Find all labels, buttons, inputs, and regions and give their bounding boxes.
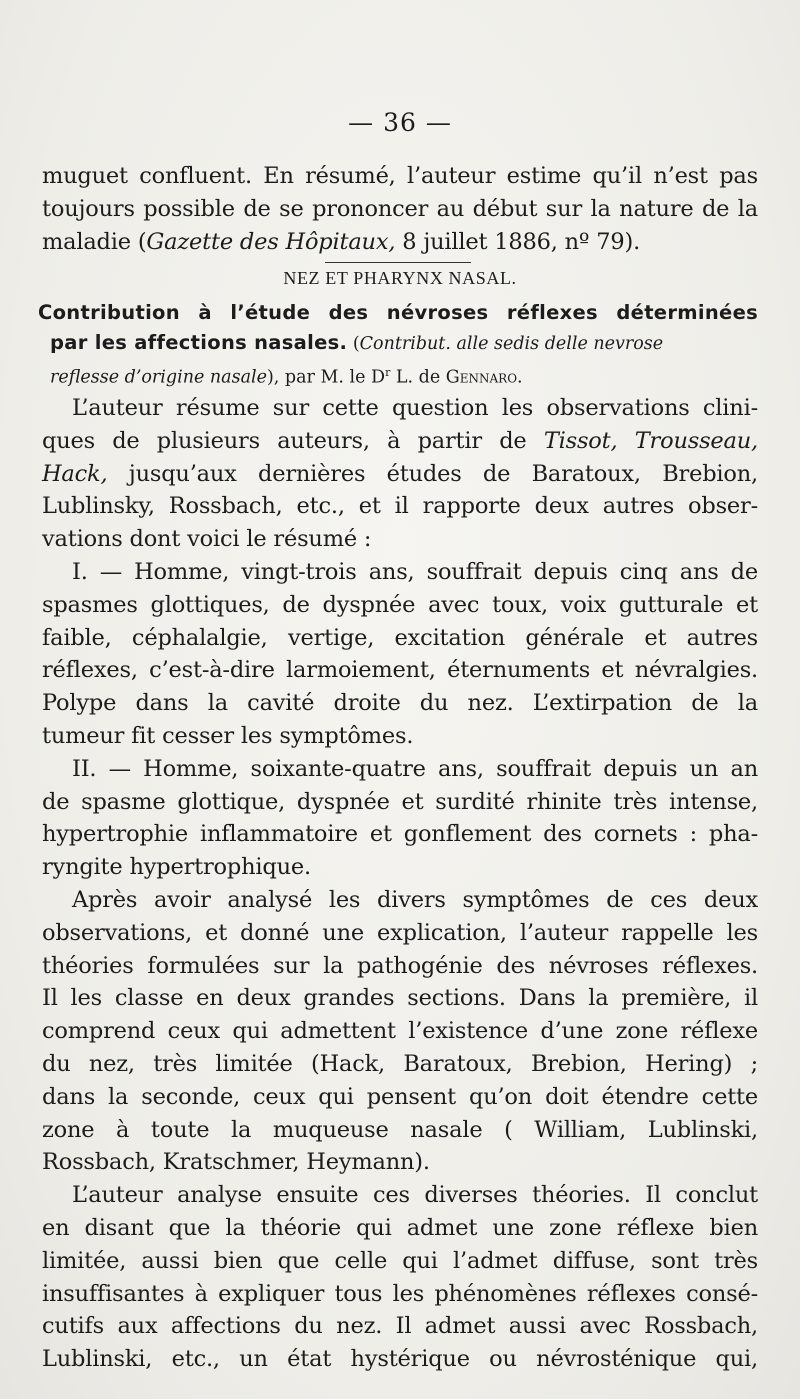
text-line: hypertrophie inflammatoire et gonflement des cornets : pha- bbox=[42, 821, 758, 848]
text-line: en disant que la théorie qui admet une zone réflexe bien bbox=[42, 1214, 758, 1241]
text-line: Polype dans la cavité droite du nez. L’extirpation de la bbox=[42, 690, 758, 717]
text-line: I. — Homme, vingt-trois ans, souffrait depuis cinq ans de bbox=[72, 559, 758, 585]
citation-journal: Gazette des Hôpitaux, bbox=[146, 228, 396, 255]
text-line: ryngite hypertrophique. bbox=[42, 854, 311, 881]
author-name: Gennaro. bbox=[445, 367, 523, 388]
section-divider bbox=[325, 262, 471, 263]
text-line: cutifs aux affections du nez. Il admet aussi avec Rossbach, bbox=[42, 1313, 758, 1340]
article-heading bbox=[38, 298, 758, 388]
page-number: — 36 — bbox=[348, 108, 452, 137]
section-title: NEZ ET PHARYNX NASAL. bbox=[283, 268, 517, 288]
body-text bbox=[42, 556, 758, 1376]
text-line: L’auteur analyse ensuite ces diverses théories. Il conclut bbox=[72, 1182, 758, 1209]
text-line: limitée, aussi bien que celle qui l’admet diffuse, sont très bbox=[42, 1247, 758, 1274]
text-line: Après avoir analysé les divers symptômes de ces deux bbox=[72, 886, 758, 913]
text-line: tumeur fit cesser les symptômes. bbox=[42, 722, 414, 749]
text-line: comprend ceux qui admettent l’existence d’une zone réflexe bbox=[42, 1018, 758, 1045]
text-line: théories formulées sur la pathogénie des névroses réflexes. bbox=[42, 952, 758, 979]
text-line: vations dont voici le résumé : bbox=[42, 526, 372, 553]
text-line: dans la seconde, ceux qui pensent qu’on doit étendre cette bbox=[42, 1083, 758, 1110]
text-line: observations, et donné une explication, l’auteur rappelle les bbox=[42, 919, 758, 946]
text-line: Rossbach, Kratschmer, Heymann). bbox=[42, 1149, 430, 1176]
text-line: faible, céphalalgie, vertige, excitation générale et autres bbox=[42, 624, 758, 651]
text-line: de spasme glottique, dyspnée et surdité rhinite très intense, bbox=[42, 788, 758, 815]
text-line: II. — Homme, soixante-quatre ans, souffrait depuis un an bbox=[72, 755, 758, 782]
text-line: toujours possible de se prononcer au début sur la nature de la bbox=[42, 195, 758, 222]
text-line: réflexes, c’est-à-dire larmoiement, éternuments et névralgies. bbox=[42, 657, 758, 684]
article-title-line: par les affections nasales. (Contribut. alle sedis delle nevrose bbox=[50, 331, 664, 354]
text-line: zone à toute la muqueuse nasale ( William, Lublinski, bbox=[42, 1116, 758, 1143]
paragraph-1 bbox=[42, 392, 758, 556]
text-line: Il les classe en deux grandes sections. Dans la première, il bbox=[42, 985, 758, 1012]
text-line: Lublinsky, Rossbach, etc., et il rapporte deux autres obser- bbox=[42, 493, 758, 520]
text-line: L’auteur résume sur cette question les observations clini- bbox=[72, 395, 758, 421]
text-line: muguet confluent. En résumé, l’auteur estime qu’il n’est pas bbox=[42, 163, 758, 189]
text-line: insuffisantes à expliquer tous les phénomènes réflexes consé- bbox=[42, 1280, 758, 1307]
text-line: maladie (Gazette des Hôpitaux, 8 juillet 1886, nº 79). bbox=[42, 228, 641, 255]
text-line: Lublinski, etc., un état hystérique ou névrosténique qui, bbox=[42, 1346, 758, 1373]
text-line: Hack, jusqu’aux dernières études de Baratoux, Brebion, bbox=[42, 460, 758, 487]
article-source-line: reflesse d’origine nasale), par M. le $D^r$ L. de Gennaro. bbox=[50, 366, 523, 388]
article-title-line: Contribution à l’étude des névroses réflexes déterminées bbox=[38, 301, 758, 324]
text-line: du nez, très limitée (Hack, Baratoux, Brebion, Hering) ; bbox=[42, 1050, 758, 1077]
text-line: spasmes glottiques, de dyspnée avec toux, voix gutturale et bbox=[42, 591, 758, 618]
text-line: ques de plusieurs auteurs, à partir de Tissot, Trousseau, bbox=[42, 427, 759, 454]
intro-paragraph bbox=[42, 160, 758, 258]
